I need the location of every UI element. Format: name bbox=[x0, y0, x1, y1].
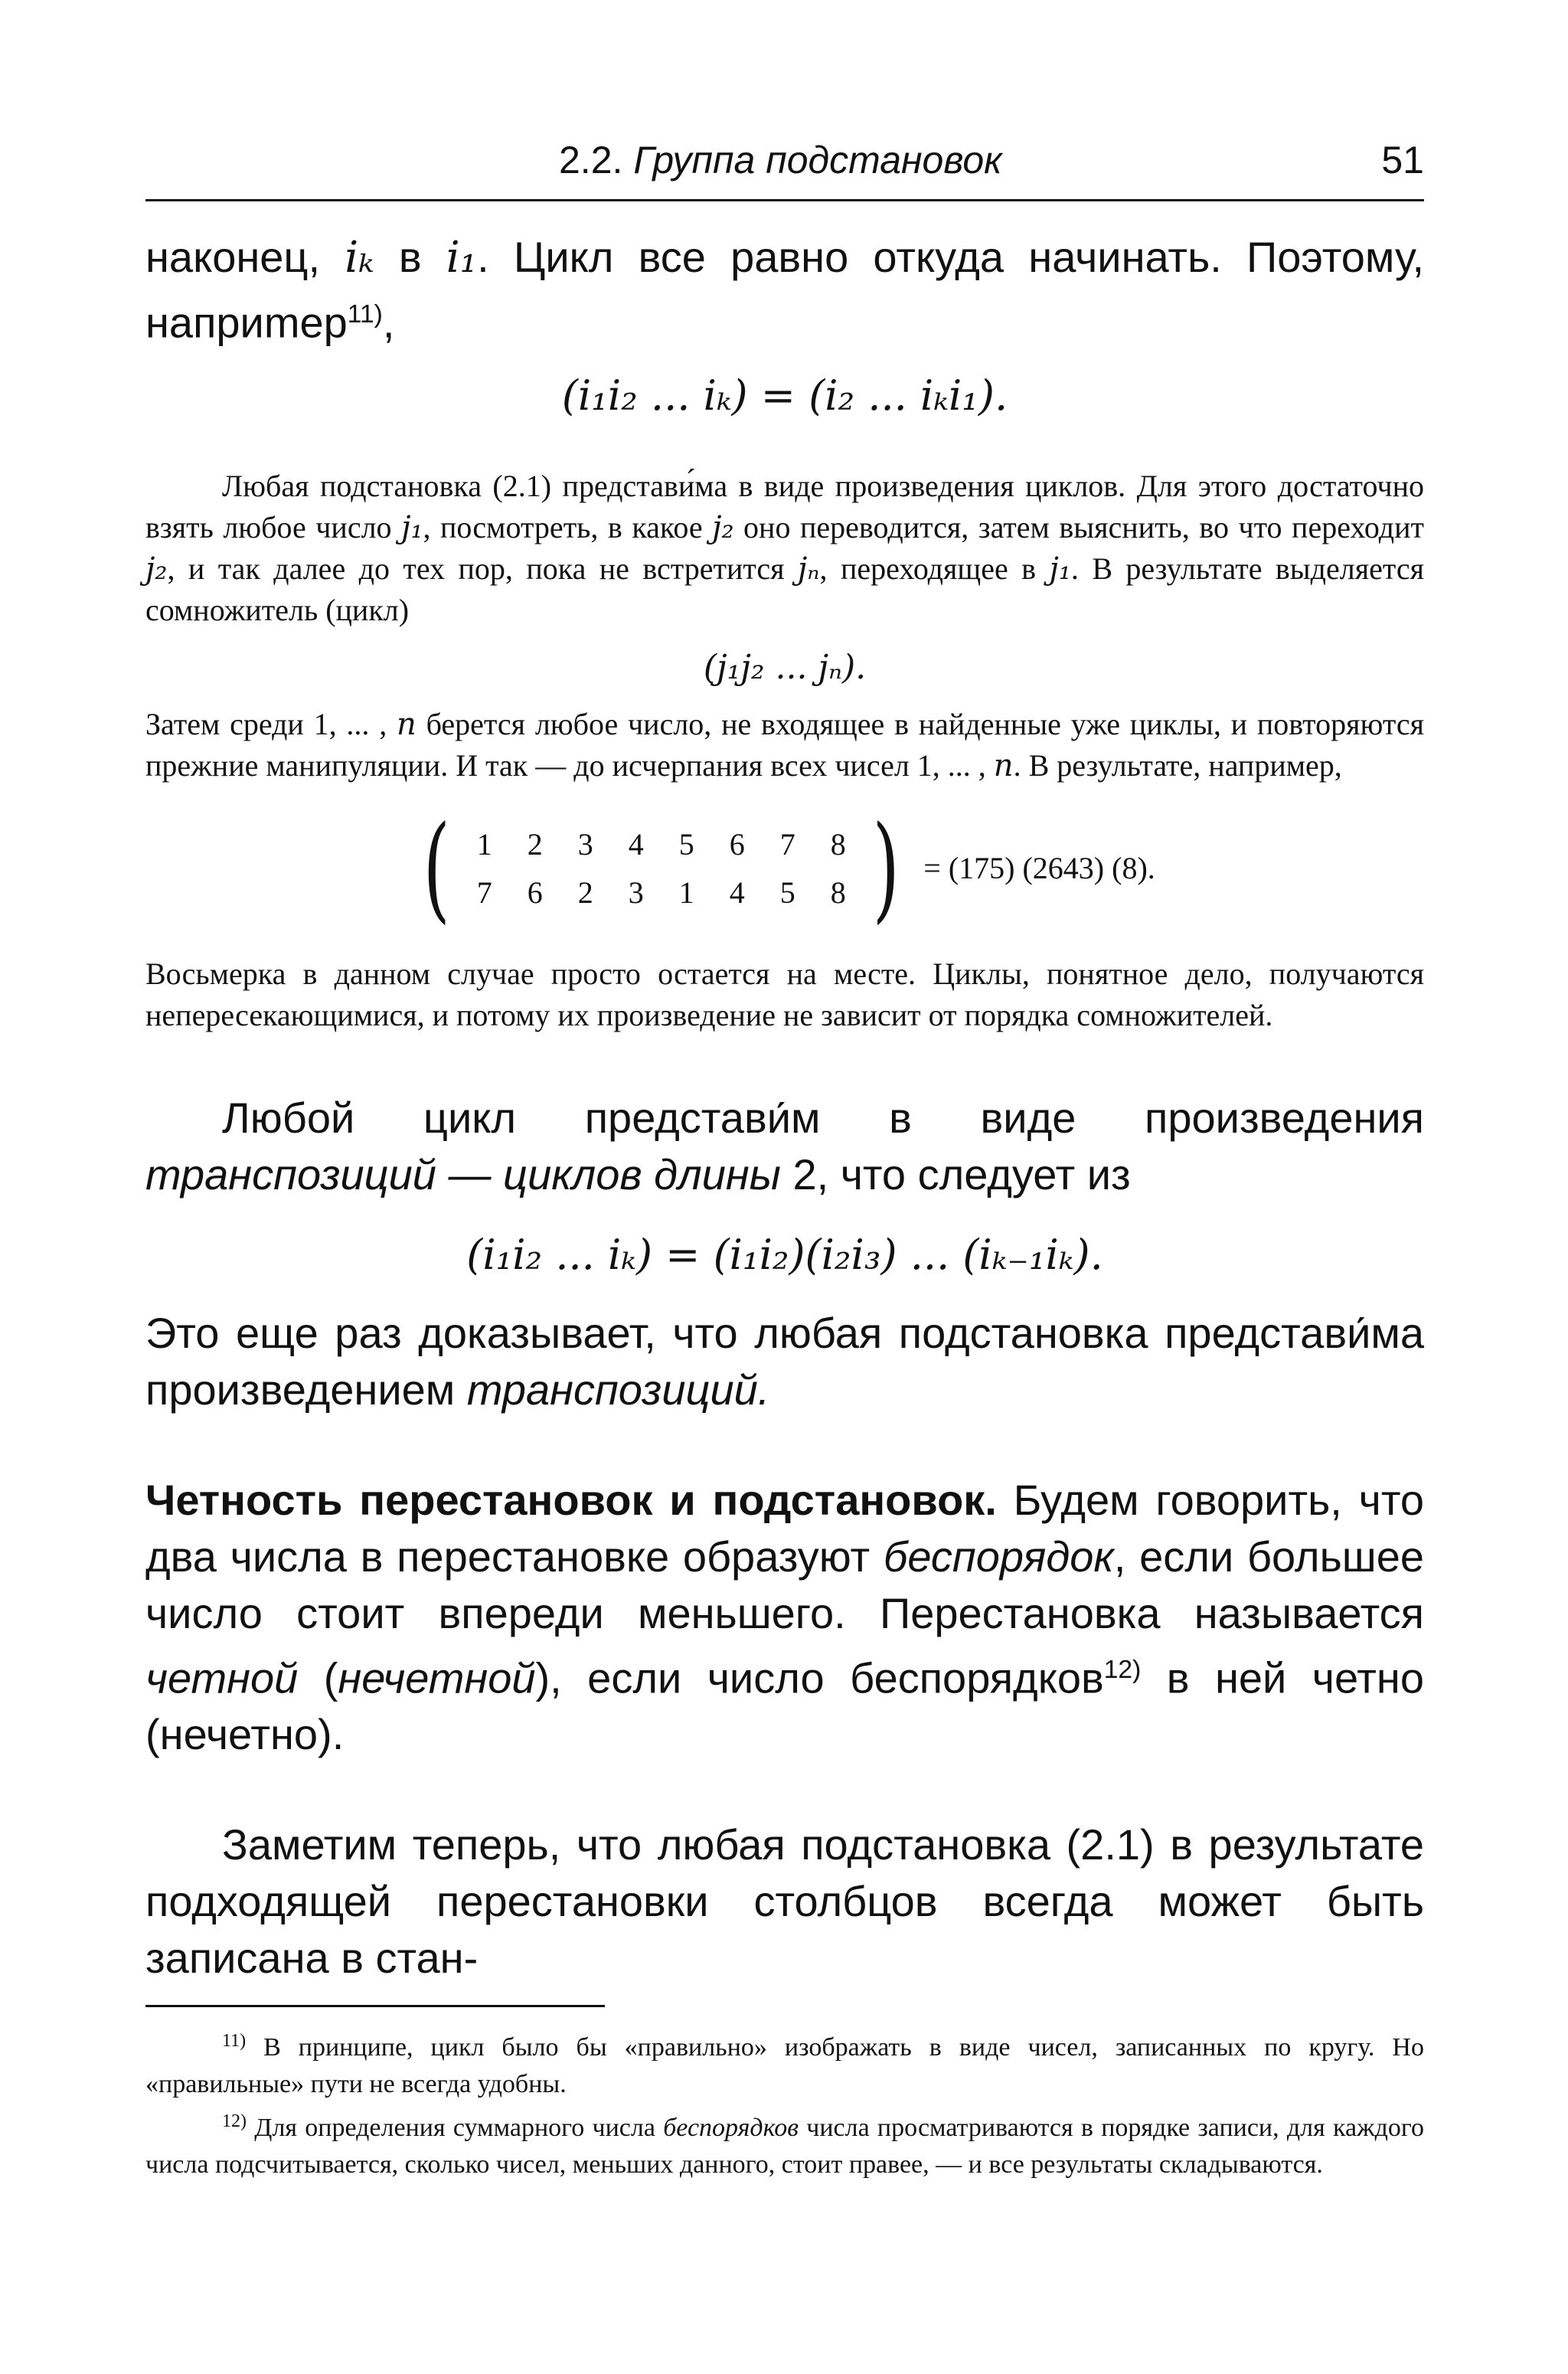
footnote-mark: 11) bbox=[222, 2031, 247, 2052]
footnote-ref-12: 12) bbox=[1103, 1655, 1142, 1684]
cycle-decomposition: = (175) (2643) (8). bbox=[923, 851, 1155, 886]
left-paren: ( bbox=[423, 801, 451, 935]
matrix-cell-bottom: 6 bbox=[527, 875, 543, 910]
math-ik: iₖ bbox=[345, 233, 374, 283]
footnote-ref-11: 11) bbox=[347, 300, 383, 329]
text: , посмотреть, в какое bbox=[423, 509, 713, 544]
paragraph-5: Заметим теперь, что любая подстановка (2.1) в результате подходящей перестановки столбцов всегда может быть записана в стан- bbox=[145, 1820, 1424, 1983]
text: ( bbox=[298, 1653, 338, 1702]
section-title: Группа подстановок bbox=[633, 139, 1002, 181]
permutation-matrix bbox=[459, 826, 864, 911]
term-disorders: беспорядков bbox=[663, 2114, 799, 2143]
small-paragraph-2 bbox=[145, 704, 1424, 786]
paragraph-2 bbox=[145, 1090, 1424, 1203]
text: Любая подстановка (2.1) представи́ма в виде произведения циклов. Для этого достаточно взять любое число bbox=[145, 468, 1424, 544]
text: , переходящее в bbox=[819, 551, 1050, 586]
matrix-cell-bottom: 2 bbox=[577, 875, 593, 910]
matrix-cell-top: 7 bbox=[779, 826, 795, 862]
text: , если большее число стоит впереди меньшего. Перестановка называется bbox=[145, 1532, 1424, 1637]
term-transpositions: транспозиций. bbox=[466, 1365, 770, 1414]
footnote-text: Для определения суммарного числа bbox=[247, 2114, 664, 2143]
footnote-12 bbox=[145, 2103, 1424, 2183]
term-transpositions: транспозиций — циклов длины bbox=[145, 1149, 781, 1198]
matrix-cell-top: 8 bbox=[830, 826, 846, 862]
matrix-cell-top: 3 bbox=[577, 826, 593, 862]
permutation-matrix-equation bbox=[145, 801, 1424, 935]
math-j1: j₁ bbox=[1049, 551, 1071, 587]
running-header bbox=[145, 130, 1424, 201]
math-n: n bbox=[993, 747, 1014, 783]
text: . В результате, например, bbox=[1013, 747, 1342, 783]
matrix-cell-bottom: 7 bbox=[476, 875, 492, 910]
term-disorder: беспорядок bbox=[883, 1532, 1114, 1581]
text: Это еще раз доказывает, что любая подстановка представи́ма произведением bbox=[145, 1308, 1424, 1414]
matrix-cell-bottom: 5 bbox=[779, 875, 795, 910]
text: ), если число беспорядков bbox=[535, 1653, 1104, 1702]
paragraph-heading: Четность перестановок и подстановок. bbox=[145, 1475, 997, 1524]
footnote-text: В принципе, цикл было бы «правильно» изображать в виде чисел, записанных по кругу. Но «правильные» пути не всегда удобны. bbox=[145, 2033, 1424, 2099]
text: . Цикл все равно откуда начинать. Поэтому, наприmер bbox=[145, 233, 1424, 347]
text: Затем среди 1, ... , bbox=[145, 706, 397, 741]
math-j1: j₁ bbox=[401, 509, 423, 545]
math-i1: i₁ bbox=[446, 233, 478, 283]
math-j2: j₂ bbox=[145, 551, 168, 587]
math-n: n bbox=[397, 706, 416, 742]
matrix-cell-top: 6 bbox=[729, 826, 745, 862]
math-jq: jₙ bbox=[797, 551, 820, 587]
math-j2: j₂ bbox=[712, 509, 734, 545]
matrix-cell-top: 2 bbox=[527, 826, 543, 862]
text: оно переводится, затем выяснить, во что переходит bbox=[733, 509, 1425, 544]
page-number: 51 bbox=[1381, 139, 1424, 181]
equation-cycle-rotation: (i₁i₂ ... iₖ) = (i₂ ... iₖi₁). bbox=[561, 371, 1008, 420]
equation-cycle-j: (j₁j₂ ... jₙ). bbox=[703, 647, 867, 687]
text: , и так далее до тех пор, пока не встретится bbox=[167, 551, 798, 586]
paragraph-3 bbox=[145, 1305, 1424, 1418]
matrix-cell-bottom: 4 bbox=[729, 875, 745, 910]
matrix-cell-top: 4 bbox=[628, 826, 644, 862]
text: , bbox=[382, 298, 395, 347]
footnote-text: числа просматриваются в порядке записи, для каждого числа подсчитывается, сколько чисел, меньших данного, стоит правее, — и все результаты складываются. bbox=[145, 2114, 1425, 2179]
footnote-separator bbox=[145, 2005, 605, 2007]
text: Будем говорить, что два числа в перестановке образуют bbox=[145, 1475, 1424, 1581]
text: . В результате выделяется сомножитель (цикл) bbox=[145, 551, 1425, 627]
text: в bbox=[374, 233, 446, 281]
book-page bbox=[145, 130, 1424, 2183]
text: берется любое число, не входящее в найденные уже циклы, и повторяются прежние манипуляции. И так — до исчерпания всех чисел 1, ... , bbox=[145, 706, 1425, 783]
text: в ней четно (нечетно). bbox=[145, 1653, 1424, 1759]
footnote-mark: 12) bbox=[222, 2111, 247, 2132]
paragraph-1 bbox=[145, 229, 1424, 352]
footnote-11 bbox=[145, 2022, 1424, 2103]
term-odd: нечетной bbox=[338, 1653, 536, 1702]
equation-transposition-decomposition: (i₁i₂ ... iₖ) = (i₁i₂)(i₂i₃) ... (iₖ₋₁iₖ). bbox=[466, 1230, 1103, 1279]
text: 2, что следует из bbox=[780, 1149, 1131, 1198]
paragraph-4 bbox=[145, 1472, 1424, 1764]
matrix-cell-top: 1 bbox=[476, 826, 492, 862]
term-even: четной bbox=[145, 1653, 299, 1702]
matrix-cell-top: 5 bbox=[678, 826, 694, 862]
matrix-cell-bottom: 1 bbox=[678, 875, 694, 910]
small-paragraph-3: Восьмерка в данном случае просто остается на месте. Циклы, понятное дело, получаются непересекающимися, и потому их произведение не зависит от порядка сомножителей. bbox=[145, 956, 1424, 1032]
text: Любой цикл представи́м в виде произведения bbox=[222, 1093, 1424, 1142]
text: наконец, bbox=[145, 233, 345, 281]
matrix-cell-bottom: 3 bbox=[628, 875, 644, 910]
section-number: 2.2. bbox=[559, 139, 623, 181]
right-paren: ) bbox=[872, 801, 900, 935]
header-title bbox=[559, 138, 1002, 182]
matrix-cell-bottom: 8 bbox=[830, 875, 846, 910]
small-paragraph-1 bbox=[145, 466, 1424, 631]
